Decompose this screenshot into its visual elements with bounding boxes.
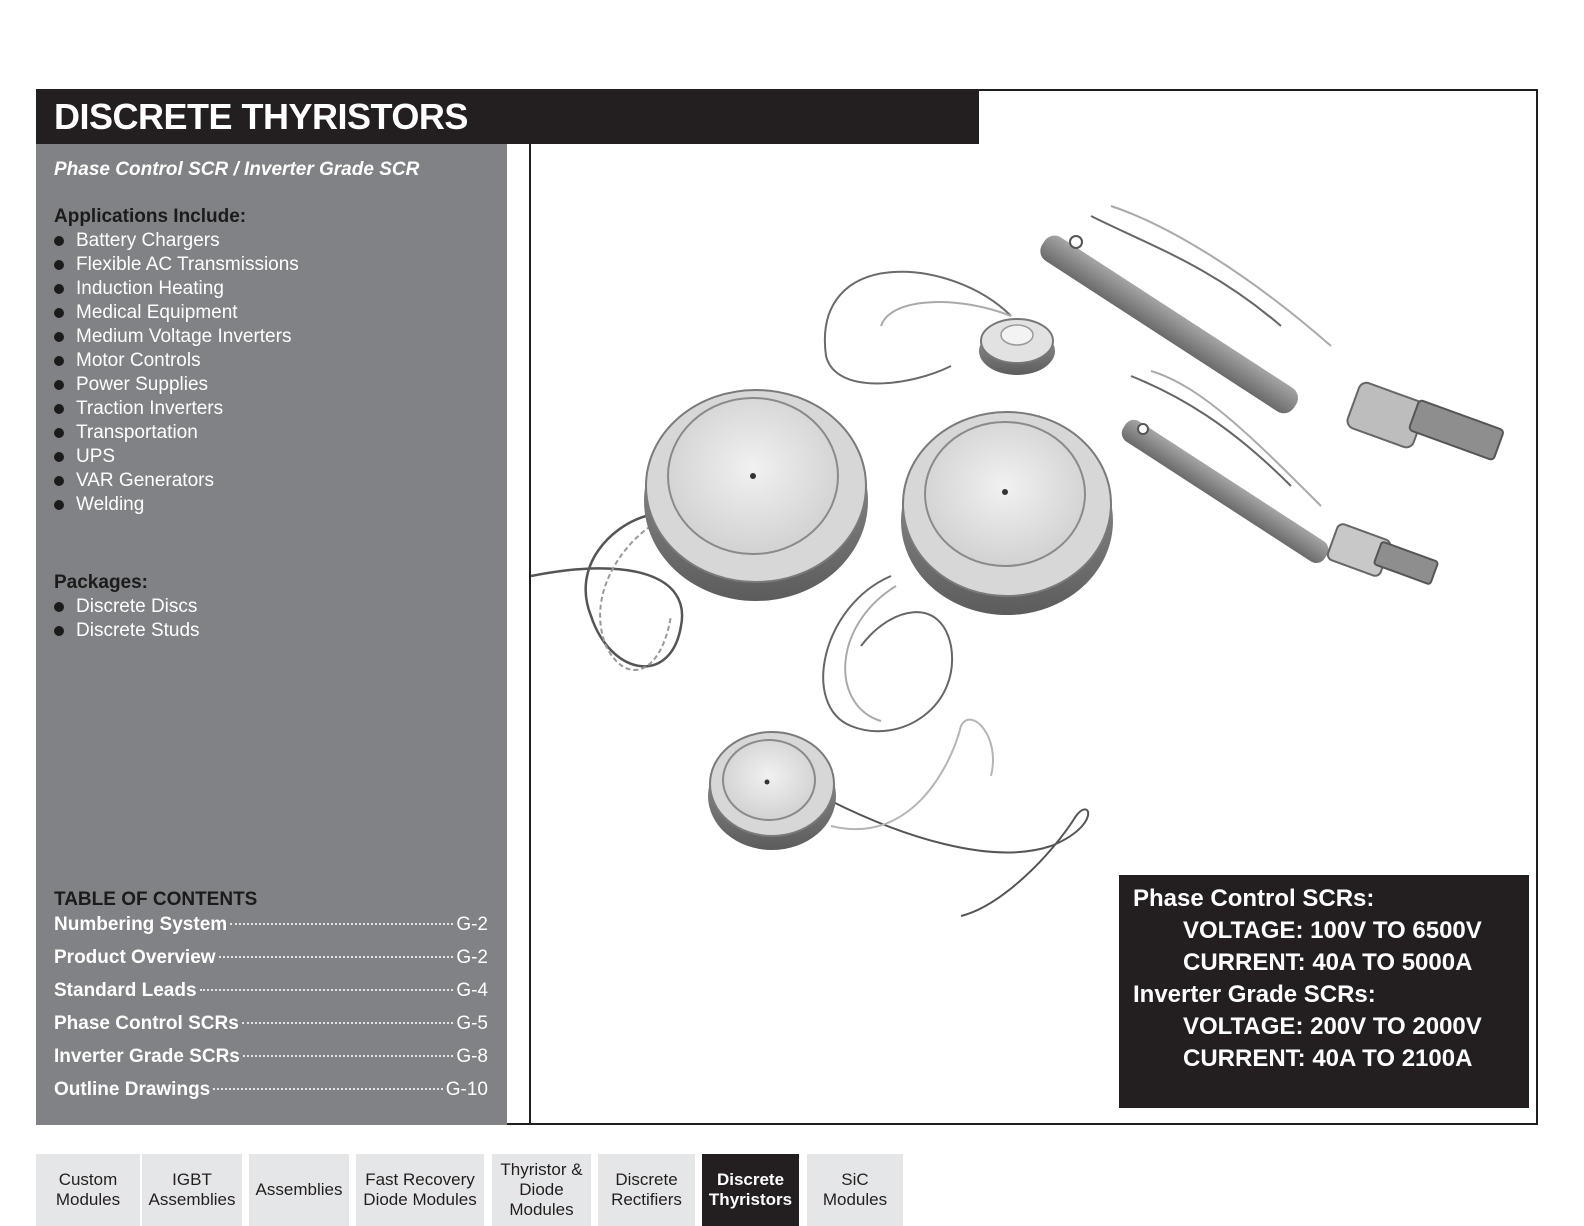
list-item: Induction Heating <box>54 277 299 301</box>
list-item: Discrete Discs <box>54 595 200 619</box>
toc-entry[interactable]: Inverter Grade SCRs G-8 <box>54 1046 488 1067</box>
toc-heading: TABLE OF CONTENTS <box>54 889 258 910</box>
list-item: Medical Equipment <box>54 301 299 325</box>
bullet-icon <box>54 260 64 270</box>
bullet-icon <box>54 332 64 342</box>
spec-summary-box <box>1119 875 1529 1108</box>
bullet-icon <box>54 602 64 612</box>
phase-control-current: CURRENT: 40A TO 5000A <box>1183 949 1473 976</box>
bullet-icon <box>54 500 64 510</box>
inverter-grade-current: CURRENT: 40A TO 2100A <box>1183 1045 1473 1072</box>
small-disc-thyristor <box>825 272 1055 384</box>
toc-entry[interactable]: Numbering System G-2 <box>54 914 488 935</box>
tab-igbt-assemblies[interactable]: IGBT Assemblies <box>142 1154 242 1226</box>
tab-discrete-thyristors[interactable]: Discrete Thyristors <box>702 1154 799 1226</box>
list-item: Power Supplies <box>54 373 299 397</box>
bullet-icon <box>54 284 64 294</box>
list-item: VAR Generators <box>54 469 299 493</box>
list-item: Medium Voltage Inverters <box>54 325 299 349</box>
bullet-icon <box>54 356 64 366</box>
bullet-icon <box>54 476 64 486</box>
table-of-contents <box>54 912 488 1110</box>
leader-dots <box>200 988 454 991</box>
leader-dots <box>242 1021 454 1024</box>
toc-entry[interactable]: Outline Drawings G-10 <box>54 1079 488 1100</box>
inverter-grade-voltage: VOLTAGE: 200V TO 2000V <box>1183 1013 1482 1040</box>
leader-dots <box>230 922 453 925</box>
leader-dots <box>243 1054 453 1057</box>
phase-control-voltage: VOLTAGE: 100V TO 6500V <box>1183 917 1482 944</box>
bullet-icon <box>54 236 64 246</box>
applications-list <box>54 229 299 517</box>
bullet-icon <box>54 380 64 390</box>
medium-disc-thyristor-bottom <box>708 720 1088 916</box>
applications-heading: Applications Include: <box>54 206 247 227</box>
bullet-icon <box>54 404 64 414</box>
leader-dots <box>219 955 454 958</box>
tab-sic-modules[interactable]: SiC Modules <box>807 1154 903 1226</box>
list-item: Battery Chargers <box>54 229 299 253</box>
list-item: UPS <box>54 445 299 469</box>
toc-entry[interactable]: Product Overview G-2 <box>54 947 488 968</box>
stud-thyristor-top <box>1036 206 1504 460</box>
list-item: Transportation <box>54 421 299 445</box>
tab-assemblies[interactable]: Assemblies <box>249 1154 349 1226</box>
tab-thyristor-diode-modules[interactable]: Thyristor & Diode Modules <box>492 1154 591 1226</box>
tab-fast-recovery-diode-modules[interactable]: Fast Recovery Diode Modules <box>356 1154 484 1226</box>
toc-entry[interactable]: Standard Leads G-4 <box>54 980 488 1001</box>
tab-discrete-rectifiers[interactable]: Discrete Rectifiers <box>598 1154 695 1226</box>
bullet-icon <box>54 626 64 636</box>
list-item: Welding <box>54 493 299 517</box>
bullet-icon <box>54 452 64 462</box>
large-disc-thyristor-center <box>823 412 1113 731</box>
list-item: Motor Controls <box>54 349 299 373</box>
bullet-icon <box>54 308 64 318</box>
subtitle: Phase Control SCR / Inverter Grade SCR <box>54 159 420 180</box>
packages-heading: Packages: <box>54 572 149 593</box>
tab-custom-modules[interactable]: Custom Modules <box>36 1154 140 1226</box>
list-item: Traction Inverters <box>54 397 299 421</box>
list-item: Discrete Studs <box>54 619 200 643</box>
leader-dots <box>213 1087 443 1090</box>
packages-list <box>54 595 200 643</box>
page-title: DISCRETE THYRISTORS <box>54 96 468 137</box>
bullet-icon <box>54 428 64 438</box>
toc-entry[interactable]: Phase Control SCRs G-5 <box>54 1013 488 1034</box>
inverter-grade-title: Inverter Grade SCRs: <box>1133 981 1376 1008</box>
large-disc-thyristor-left <box>531 390 868 670</box>
phase-control-title: Phase Control SCRs: <box>1133 885 1375 912</box>
list-item: Flexible AC Transmissions <box>54 253 299 277</box>
